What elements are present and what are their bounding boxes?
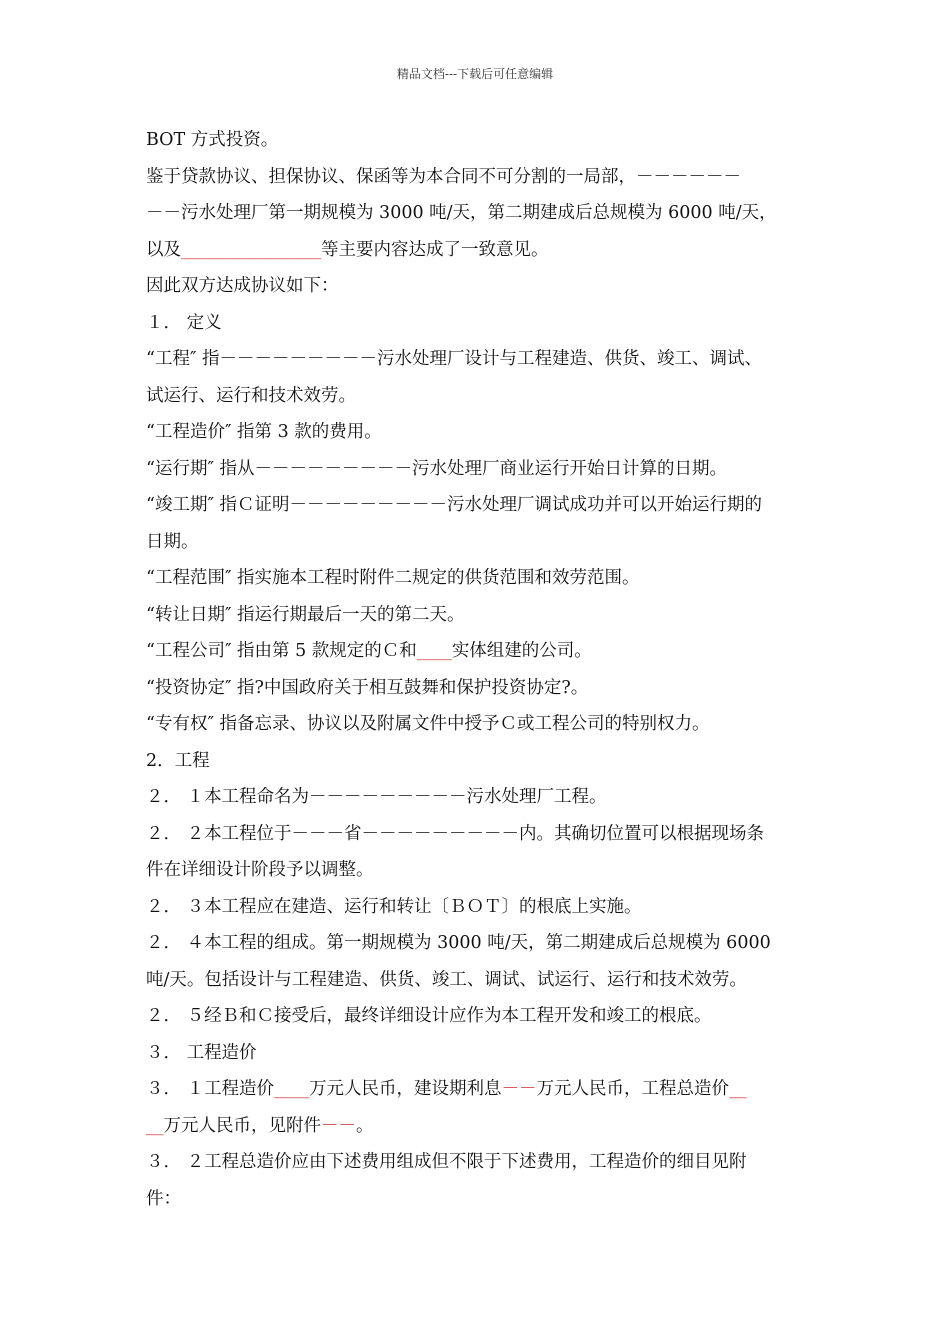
blank-field: ____ (274, 1079, 310, 1099)
text-segment: 万元人民币，建设期利息 (309, 1079, 502, 1099)
text-segment: 万元人民币，见附件 (163, 1115, 321, 1136)
text-segment: 日期。 (146, 531, 199, 552)
text-segment: 实体组建的公司。 (451, 641, 592, 661)
text-line (146, 998, 812, 1035)
text-line (146, 852, 812, 889)
text-line (146, 232, 812, 269)
blank-field: __ (146, 1115, 164, 1136)
text-line (146, 1071, 812, 1108)
text-segment: “运行期″ 指从－－－－－－－－－污水处理厂商业运行开始日计算的日期。 (146, 458, 728, 479)
text-segment: －－污水处理厂第一期规模为 3000 吨/天，第二期建成后总规模为 6000 吨/天， (146, 203, 777, 223)
text-line (146, 195, 812, 232)
text-line (146, 487, 812, 524)
text-line (146, 560, 812, 597)
text-line (146, 779, 812, 816)
document-body (146, 122, 812, 1217)
text-segment: ３． ２工程总造价应由下述费用组成但不限于下述费用，工程造价的细目见附 (146, 1152, 747, 1172)
text-line (146, 122, 812, 159)
text-line (146, 743, 812, 780)
text-segment: “投资协定″ 指?中国政府关于相互鼓舞和保护投资协定?。 (146, 677, 589, 698)
text-segment: ３． 工程造价 (146, 1042, 257, 1063)
text-line (146, 305, 812, 342)
text-segment: 鉴于贷款协议、担保协议、保函等为本合同不可分割的一局部，－－－－－－ (146, 166, 741, 187)
text-segment: 吨/天。包括设计与工程建造、供货、竣工、调试、试运行、运行和技术效劳。 (146, 969, 747, 990)
text-line (146, 159, 812, 196)
text-line (146, 1181, 812, 1218)
text-segment: 以及 (146, 239, 181, 260)
text-line (146, 816, 812, 853)
text-segment: 试运行、运行和技术效劳。 (146, 385, 356, 406)
text-line (146, 597, 812, 634)
text-segment: 。 (356, 1115, 374, 1136)
text-segment: “工程范围″ 指实施本工程时附件二规定的供货范围和效劳范围。 (146, 568, 640, 588)
text-line (146, 925, 812, 962)
text-line (146, 670, 812, 707)
text-line (146, 889, 812, 926)
text-segment: 万元人民币，工程总造价 (536, 1079, 730, 1099)
text-line (146, 1144, 812, 1181)
text-segment: “工程公司″ 指由第 5 款规定的Ｃ和 (146, 641, 417, 661)
text-segment: ２． ２本工程位于－－－省－－－－－－－－－内。其确切位置可以根据现场条 (146, 823, 765, 844)
page-header: 精品文档---下载后可任意编辑 (396, 67, 554, 81)
text-segment: ３． １工程造价 (146, 1079, 275, 1099)
blank-field: ____ (416, 641, 452, 661)
text-line (146, 1108, 812, 1145)
text-line (146, 524, 812, 561)
text-line (146, 706, 812, 743)
text-line (146, 451, 812, 488)
text-segment: 等主要内容达成了一致意见。 (321, 239, 549, 260)
text-segment: １． 定义 (146, 312, 222, 333)
text-segment: 因此双方达成协议如下： (146, 276, 339, 296)
text-segment: BOT 方式投资。 (146, 130, 279, 150)
text-segment: “专有权″ 指备忘录、协议以及附属文件中授予Ｃ或工程公司的特别权力。 (146, 714, 710, 734)
text-line (146, 633, 812, 670)
blank-field: __ (729, 1079, 747, 1099)
text-segment: ２． １本工程命名为－－－－－－－－－污水处理厂工程。 (146, 787, 607, 807)
text-segment: 件： (146, 1188, 181, 1209)
blank-field: －－ (501, 1079, 537, 1099)
text-line (146, 268, 812, 305)
text-segment: “工程造价″ 指第 3 款的费用。 (146, 422, 382, 442)
text-line (146, 414, 812, 451)
text-segment: “工程″ 指－－－－－－－－－污水处理厂设计与工程建造、供货、竣工、调试、 (146, 349, 763, 369)
text-line (146, 962, 812, 999)
text-line (146, 341, 812, 378)
text-segment: ２． ５经Ｂ和Ｃ接受后，最终详细设计应作为本工程开发和竣工的根底。 (146, 1006, 712, 1026)
text-segment: 件在详细设计阶段予以调整。 (146, 860, 374, 880)
text-segment: ２． ３本工程应在建造、运行和转让〔ＢＯＴ〕的根底上实施。 (146, 896, 642, 917)
blank-field: ________________ (181, 239, 321, 260)
text-segment: “竣工期″ 指Ｃ证明－－－－－－－－－污水处理厂调试成功并可以开始运行期的 (146, 495, 763, 515)
blank-field: －－ (321, 1115, 356, 1136)
text-segment: ２． ４本工程的组成。第一期规模为 3000 吨/天，第二期建成后总规模为 6000 (146, 933, 771, 953)
text-segment: 2．工程 (146, 750, 210, 771)
text-line (146, 1035, 812, 1072)
text-line (146, 378, 812, 415)
text-segment: “转让日期″ 指运行期最后一天的第二天。 (146, 604, 465, 625)
